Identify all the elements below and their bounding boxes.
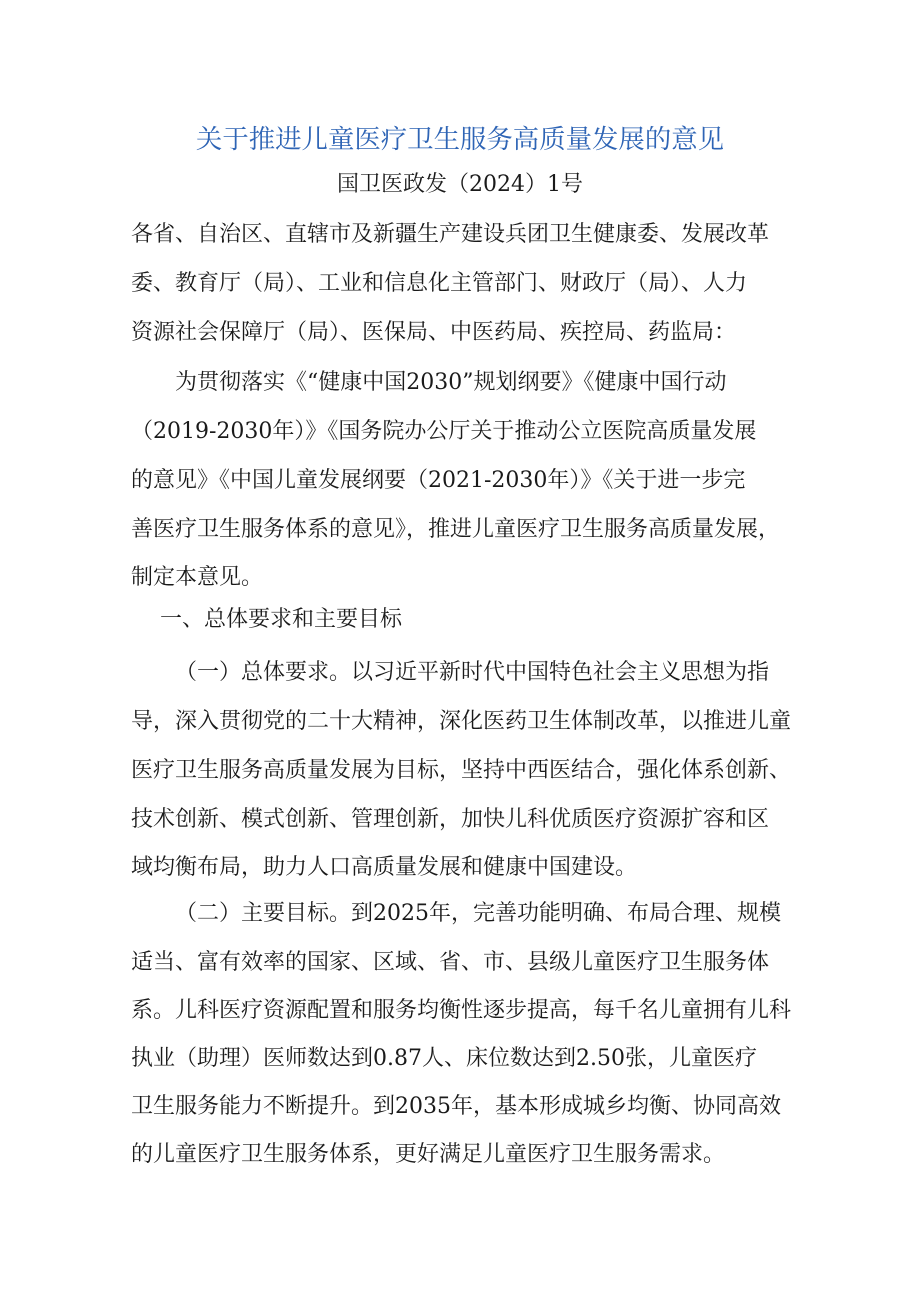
paragraph-line: 医疗卫生服务高质量发展为目标，坚持中西医结合，强化体系创新、: [131, 758, 792, 783]
paragraph-line: 卫生服务能力不断提升。到2035年，基本形成城乡均衡、协同高效: [131, 1094, 781, 1119]
intro-line: （2019-2030年）》《国务院办公厅关于推动公立医院高质量发展: [131, 419, 757, 444]
paragraph-line: 适当、富有效率的国家、区域、省、市、县级儿童医疗卫生服务体: [131, 950, 770, 975]
document-number: 国卫医政发（2024）1号: [337, 172, 583, 197]
addressee-line: 各省、自治区、直辖市及新疆生产建设兵团卫生健康委、发展改革: [131, 222, 770, 247]
paragraph-line: 的儿童医疗卫生服务体系，更好满足儿童医疗卫生服务需求。: [131, 1142, 726, 1167]
section-heading: 一、总体要求和主要目标: [160, 607, 403, 632]
paragraph-line: （二）主要目标。到2025年，完善功能明确、布局合理、规模: [175, 901, 781, 926]
intro-line: 制定本意见。: [131, 565, 264, 590]
addressee-line: 委、教育厅（局）、工业和信息化主管部门、财政厅（局）、人力: [131, 271, 748, 296]
paragraph-line: 系。儿科医疗资源配置和服务均衡性逐步提高，每千名儿童拥有儿科: [131, 998, 792, 1023]
paragraph-line: 域均衡布局，助力人口高质量发展和健康中国建设。: [131, 855, 638, 880]
addressee-line: 资源社会保障厅（局）、医保局、中医药局、疾控局、药监局：: [131, 320, 737, 345]
intro-line: 的意见》《中国儿童发展纲要（2021-2030年）》《关于进一步完: [131, 468, 746, 493]
intro-line: 为贯彻落实《“健康中国2030”规划纲要》《健康中国行动: [175, 370, 727, 395]
intro-line: 善医疗卫生服务体系的意见》，推进儿童医疗卫生服务高质量发展，: [131, 517, 781, 542]
paragraph-line: 技术创新、模式创新、管理创新，加快儿科优质医疗资源扩容和区: [131, 807, 770, 832]
paragraph-line: 执业（助理）医师数达到0.87人、床位数达到2.50张，儿童医疗: [131, 1046, 757, 1071]
paragraph-line: 导，深入贯彻党的二十大精神，深化医药卫生体制改革，以推进儿童: [131, 709, 792, 734]
document-title: 关于推进儿童医疗卫生服务高质量发展的意见: [195, 124, 725, 155]
paragraph-line: （一）总体要求。以习近平新时代中国特色社会主义思想为指: [175, 660, 770, 685]
